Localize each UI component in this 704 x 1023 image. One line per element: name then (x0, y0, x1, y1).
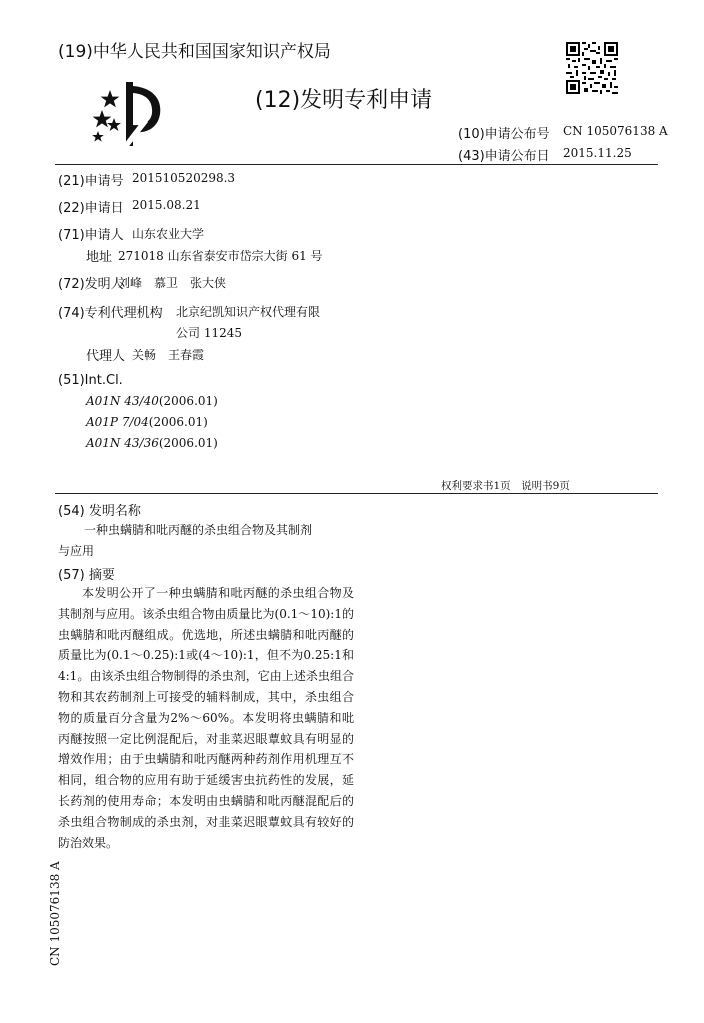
invention-title-line2: 与应用 (58, 544, 95, 558)
app-date-label: (22)申请日 (58, 201, 124, 216)
inventor-label: (72)发明人 (58, 277, 124, 292)
pub-date-label: (43)申请公布日 (458, 149, 550, 164)
ipc-version: (2006.01) (148, 415, 208, 429)
address-value: 271018 山东省泰安市岱宗大街 61 号 (118, 249, 323, 263)
pub-date-value: 2015.11.25 (563, 146, 632, 160)
ipc-entry (86, 436, 218, 450)
ipc-code: A01N 43/40 (86, 394, 159, 408)
app-no-value: 201510520298.3 (132, 171, 236, 185)
title-label: (54) 发明名称 (58, 504, 141, 519)
agent-label: 代理人 (86, 349, 126, 364)
pages-divider (55, 493, 658, 494)
address-label: 地址 (86, 250, 113, 265)
header-divider (55, 164, 658, 165)
app-date-value: 2015.08.21 (132, 198, 201, 212)
cnipa-emblem-icon (88, 76, 168, 156)
abstract-body (58, 583, 354, 853)
app-no-label: (21)申请号 (58, 174, 124, 189)
applicant-label: (71)申请人 (58, 228, 124, 243)
qr-code-icon (566, 42, 618, 94)
pub-no-value: CN 105076138 A (563, 124, 668, 138)
pages-info: 权利要求书1页 说明书9页 (441, 480, 570, 492)
ipc-label: (51)Int.Cl. (58, 373, 123, 388)
abstract-text: 本发明公开了一种虫螨腈和吡丙醚的杀虫组合物及其制剂与应用。该杀虫组合物由质量比为(0.1～10):1的虫螨腈和吡丙醚组成。优选地，所述虫螨腈和吡丙醚的质量比为(0.1～0.25):1或(4～10):1，但不为0.25:1和4:1。由该杀虫组合物制得的杀虫剂，它由上述杀虫组合物和其农药制剂上可接受的辅料制成，其中，杀虫组合物的质量百分含量为2%～60%。本发明将虫螨腈和吡丙醚按照一定比例混配后，对韭菜迟眼蕈蚊具有明显的增效作用；由于虫螨腈和吡丙醚两种药剂作用机理互不相同，组合物的应用有助于延缓害虫抗药性的发展，延长药剂的使用寿命；本发明由虫螨腈和吡丙醚混配后的杀虫组合物制成的杀虫剂，对韭菜迟眼蕈蚊具有较好的防治效果。 (58, 586, 354, 850)
ipc-entry (86, 415, 208, 429)
agency-line1: 北京纪凯知识产权代理有限 (176, 305, 321, 319)
invention-title-line1: 一种虫螨腈和吡丙醚的杀虫组合物及其制剂 (84, 523, 313, 537)
ipc-version: (2006.01) (158, 394, 218, 408)
document-kind: (12)发明专利申请 (255, 88, 433, 113)
ipc-entry (86, 394, 218, 408)
abstract-label: (57) 摘要 (58, 568, 115, 583)
side-publication-number: CN 105076138 A (48, 861, 62, 966)
agency-line2: 公司 11245 (176, 326, 242, 340)
ipc-code: A01N 43/36 (86, 436, 159, 450)
agency-label: (74)专利代理机构 (58, 306, 163, 321)
agent-value: 关畅 王春霞 (132, 348, 205, 362)
office-name: (19)中华人民共和国国家知识产权局 (58, 42, 331, 62)
applicant-value: 山东农业大学 (132, 227, 205, 241)
ipc-code: A01P 7/04 (86, 415, 149, 429)
ipc-version: (2006.01) (158, 436, 218, 450)
pub-no-label: (10)申请公布号 (458, 127, 550, 142)
inventor-value: 刘峰 慕卫 张大侠 (118, 276, 227, 290)
